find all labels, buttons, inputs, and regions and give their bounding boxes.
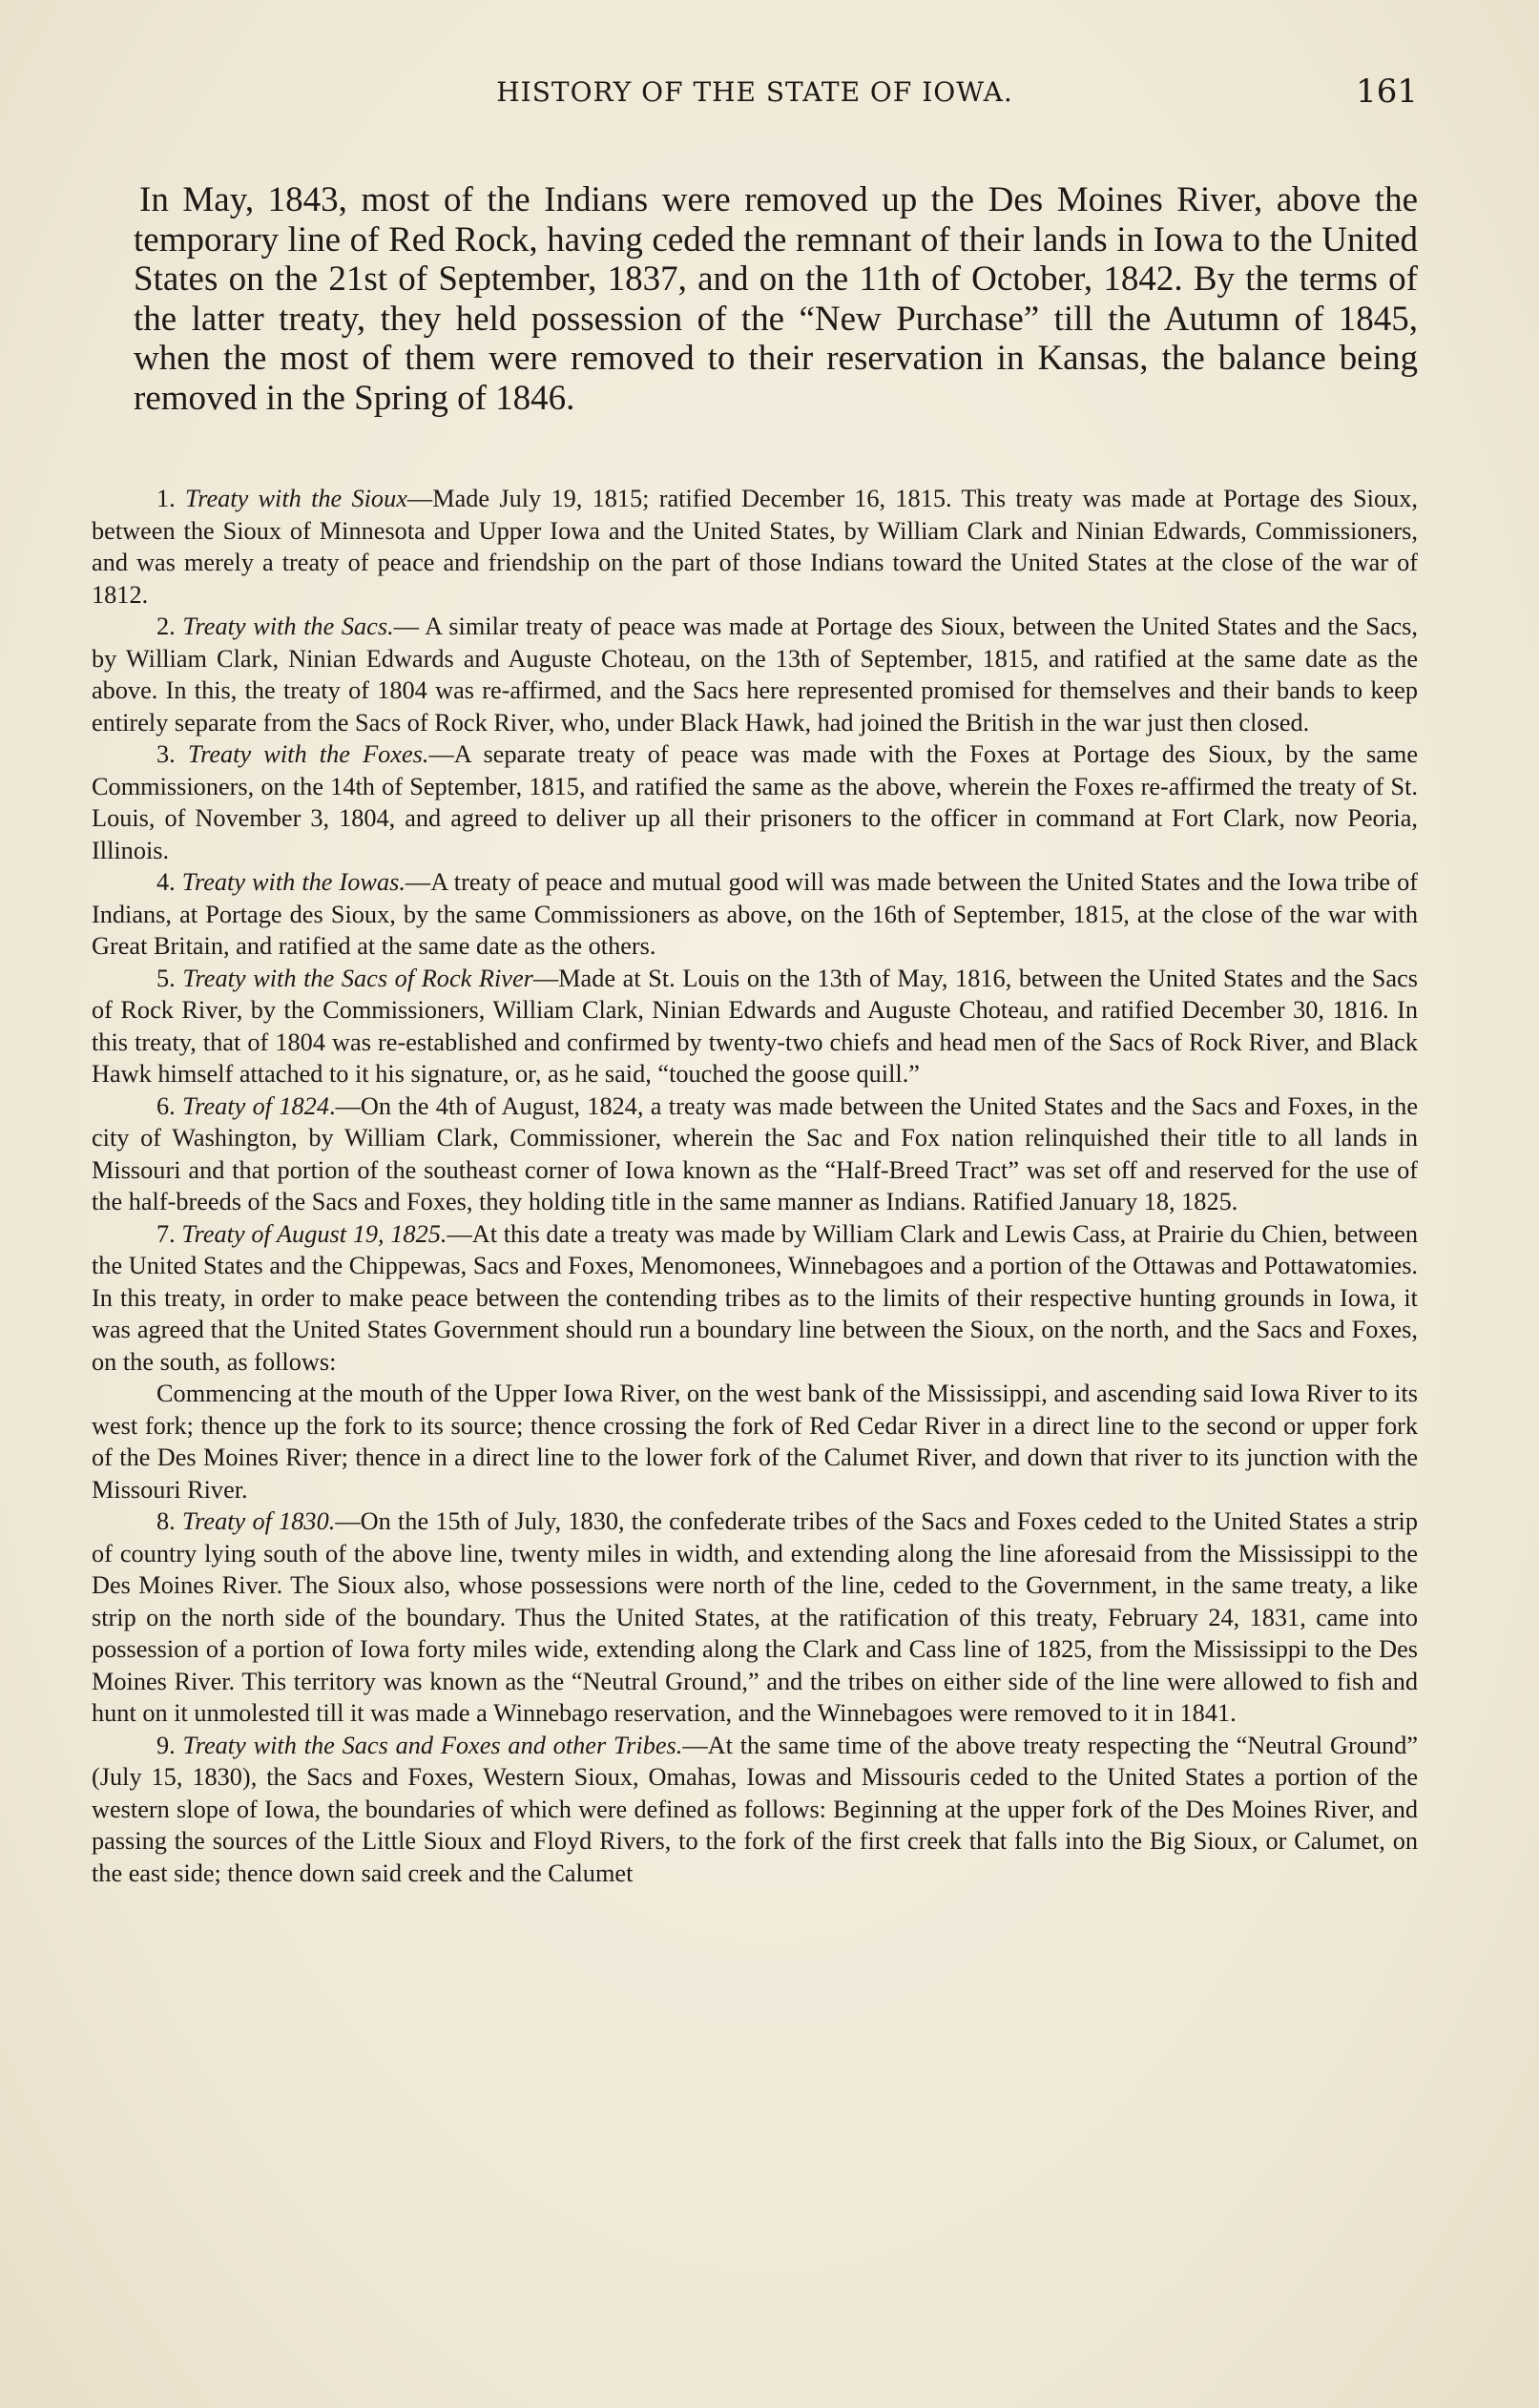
note-6 bbox=[92, 1090, 1418, 1218]
note-text: .—On the 4th of August, 1824, a treaty was made between the United States and the Sacs and Foxes, in the city of Washington, by William Clark, Commissioner, wherein the Sac and Fox nation relinquished their title to all lands in Missouri and that portion of the southeast corner of Iowa known as the “Half-Breed Tract” was set off and reserved for the use of the half-breeds of the Sacs and Foxes, they holding title in the same manner as Indians. Ratified January 18, 1825. bbox=[92, 1091, 1418, 1215]
lead-paragraph: In May, 1843, most of the Indians were removed up the Des Moines River, above the temporary line of Red Rock, having ceded the remnant of their lands in Iowa to the United States on the 21st of September, 1837, and on the 11th of October, 1842. By the terms of the latter treaty, they held possession of the “New Purchase” till the Autumn of 1845, when the most of them were removed to their reservation in Kansas, the balance being removed in the Spring of 1846. bbox=[134, 180, 1418, 418]
note-text: —At this date a treaty was made by William Clark and Lewis Cass, at Prairie du Chien, between the United States and the Chippewas, Sacs and Foxes, Menomonees, Winnebagoes and a portion of the Ottawas and Pottawatomies. In this treaty, in order to make peace between the contending tribes as to the limits of their respective hunting grounds in Iowa, it was agreed that the United States Government should run a boundary line between the Sioux, on the north, and the Sacs and Foxes, on the south, as follows: bbox=[92, 1219, 1419, 1376]
note-9 bbox=[92, 1730, 1418, 1890]
note-8 bbox=[92, 1505, 1418, 1730]
page-number: 161 bbox=[1356, 73, 1418, 111]
note-1 bbox=[92, 483, 1418, 611]
note-heading: Treaty with the Sacs and Foxes and other Tribes. bbox=[182, 1731, 683, 1759]
note-5 bbox=[92, 963, 1418, 1090]
note-7 bbox=[92, 1218, 1418, 1379]
boundary-description bbox=[92, 1378, 1418, 1505]
note-heading: Treaty with the Foxes. bbox=[187, 740, 429, 768]
note-heading: Treaty of August 19, 1825. bbox=[181, 1219, 447, 1248]
note-text: Commencing at the mouth of the Upper Iowa River, on the west bank of the Mississippi, and ascending said Iowa River to its west fork; thence up the fork to its source; thence crossing the fork of Red Cedar River in a direct line to the second or upper fork of the Des Moines River; thence in a direct line to the lower fork of the Calumet River, and down that river to its junction with the Missouri River. bbox=[92, 1380, 1418, 1504]
note-number: 5. bbox=[156, 964, 176, 992]
note-text: —On the 15th of July, 1830, the confederate tribes of the Sacs and Foxes ceded to the United States a strip of country lying south of the above line, twenty miles in width, and extending along the line aforesaid from the Mississippi to the Des Moines River. The Sioux also, whose possessions were north of the line, ceded to the Government, in the same treaty, a like strip on the north side of the boundary. Thus the United States, at the ratification of this treaty, February 24, 1831, came into possession of a portion of Iowa forty miles wide, extending along the Clark and Cass line of 1825, from the Mississippi to the Des Moines River. This territory was known as the “Neutral Ground,” and the tribes on either side of the line were allowed to fish and hunt on it unmolested till it was made a Winnebago reservation, and the Winnebagoes were removed to it in 1841. bbox=[92, 1507, 1419, 1727]
note-number: 4. bbox=[156, 868, 176, 896]
note-heading: Treaty with the Sacs. bbox=[182, 612, 394, 640]
note-text: —A separate treaty of peace was made with the Foxes at Portage des Sioux, by the same Commissioners, on the 14th of September, 1815, and ratified the same as the above, wherein the Foxes re-affirmed the treaty of St. Louis, of November 3, 1804, and agreed to deliver up all their prisoners to the officer in command at Fort Clark, now Peoria, Illinois. bbox=[92, 740, 1418, 864]
note-heading: Treaty of 1824 bbox=[182, 1091, 329, 1120]
note-number: 2. bbox=[156, 612, 176, 640]
note-2 bbox=[92, 611, 1418, 738]
note-text: —Made at St. Louis on the 13th of May, 1816, between the United States and the Sacs of Rock River, by the Commissioners, William Clark, Ninian Edwards and Auguste Choteau, and ratified December 30, 1816. In this treaty, that of 1804 was re-established and confirmed by twenty-two chiefs and head men of the Sacs of Rock River, and Black Hawk himself attached to it his signature, or, as he said, “touched the goose quill.” bbox=[92, 964, 1419, 1088]
note-text: — A similar treaty of peace was made at Portage des Sioux, between the United States and the Sacs, by William Clark, Ninian Edwards and Auguste Choteau, on the 13th of September, 1815, and ratified at the same date as the above. In this, the treaty of 1804 was re-affirmed, and the Sacs here represented promised for themselves and their bands to keep entirely separate from the Sacs of Rock River, who, under Black Hawk, had joined the British in the war just then closed. bbox=[92, 612, 1418, 737]
note-number: 7. bbox=[156, 1219, 176, 1248]
note-text: —Made July 19, 1815; ratified December 16, 1815. This treaty was made at Portage des Sioux, between the Sioux of Minnesota and Upper Iowa and the United States, by William Clark and Ninian Edwards, Commissioners, and was merely a treaty of peace and friendship on the part of those Indians toward the United States at the close of the war of 1812. bbox=[92, 485, 1419, 609]
note-number: 8. bbox=[156, 1507, 176, 1535]
note-number: 9. bbox=[156, 1731, 176, 1759]
running-title: HISTORY OF THE STATE OF IOWA. bbox=[496, 76, 1013, 108]
note-heading: Treaty with the Sioux bbox=[185, 485, 407, 512]
note-number: 1. bbox=[156, 485, 176, 512]
note-heading: Treaty with the Sacs of Rock River bbox=[182, 964, 533, 992]
note-heading: Treaty of 1830. bbox=[181, 1507, 336, 1535]
note-3 bbox=[92, 738, 1418, 866]
note-4 bbox=[92, 866, 1418, 963]
note-text: —A treaty of peace and mutual good will was made between the United States and the Iowa tribe of Indians, at Portage des Sioux, by the same Commissioners as above, on the 16th of September, 1815, at the close of the war with Great Britain, and ratified at the same date as the others. bbox=[92, 868, 1419, 960]
note-number: 3. bbox=[156, 740, 176, 768]
page-header bbox=[92, 73, 1418, 114]
note-heading: Treaty with the Iowas. bbox=[181, 868, 406, 896]
note-text: —At the same time of the above treaty respecting the “Neutral Ground” (July 15, 1830), the Sacs and Foxes, Western Sioux, Omahas, Iowas and Missouris ceded to the United States a portion of the western slope of Iowa, the boundaries of which were defined as follows: Beginning at the upper fork of the Des Moines River, and passing the sources of the Little Sioux and Floyd Rivers, to the fork of the first creek that falls into the Big Sioux, or Calumet, on the east side; thence down said creek and the Calumet bbox=[92, 1731, 1419, 1887]
treaty-notes bbox=[92, 483, 1418, 1889]
note-number: 6. bbox=[156, 1091, 176, 1120]
